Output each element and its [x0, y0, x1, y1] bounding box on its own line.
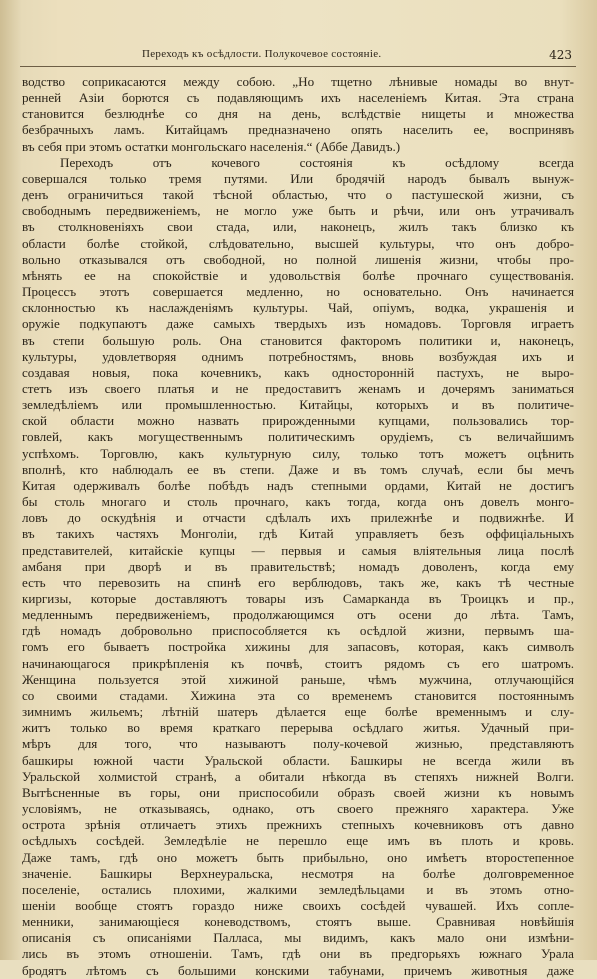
- text-line: земледѣліемъ или промышленностью. Китайцы, которыхъ и въ политиче-: [22, 397, 574, 413]
- text-line: въ степи большую роль. Она становится факторомъ политики и, наконецъ,: [22, 332, 574, 348]
- header-rule: [20, 66, 576, 67]
- text-line: представителей, китайскіе купцы — первыя и самыя вліятельныя лица послѣ: [22, 542, 574, 558]
- text-line: киргизы, которые доставляютъ товары изъ Самарканда въ Троицкъ и пр.,: [22, 591, 574, 606]
- text-line: со своими стадами. Хижина эта со временемъ становится постояннымъ: [22, 687, 574, 703]
- text-line: оружіе подкупаютъ даже самыхъ твердыхъ изъ номадовъ. Торговля играетъ: [22, 316, 574, 332]
- page-header: [112, 48, 572, 64]
- text-line: острота зрѣнія отличаетъ этихъ прежнихъ степныхъ кочевниковъ отъ давно: [22, 817, 574, 833]
- text-line: зимнимъ жильемъ; лѣтній шатеръ дѣлается еще болѣе временнымъ и слу-: [22, 704, 574, 720]
- text-line: башкиры южной части Уральской области. Башкиры не всегда жили въ: [22, 752, 574, 768]
- text-line: значеніе. Башкиры Верхнеуральска, несмотря на болѣе долговременное: [22, 865, 574, 881]
- text-line: описанія съ описаніями Палласа, мы видимъ, какъ мало они измѣни-: [22, 930, 574, 946]
- text-line: Процессъ этотъ совершается медленно, но основательно. Онъ начинается: [22, 284, 574, 300]
- text-line: въ себя при этомъ остатки монгольскаго населенія.“ (Аббе Давидъ.): [22, 138, 401, 154]
- text-line: поселеніе, остались плохими, жалкими земледѣльцами и въ этомъ отно-: [22, 881, 574, 897]
- text-line: ренней Азіи борются съ подавляющимъ ихъ населеніемъ Китая. Эта страна: [22, 90, 574, 106]
- text-line: Китая одерживалъ болѣе побѣдъ надъ степными ордами, Китай не достигъ: [22, 477, 574, 493]
- text-line: Даже тамъ, гдѣ оно можетъ быть прибыльно, оно имѣетъ второстепенное: [22, 849, 574, 865]
- text-line: создавая новыя, пока кочевникъ, какъ односторонній пастухъ, не выро-: [22, 364, 574, 380]
- text-line: бродятъ лѣтомъ съ большими конскими табунами, причемъ животныя даже: [22, 962, 574, 978]
- text-line: шеніи вообще стоятъ гораздо ниже своихъ сосѣдей чувашей. Ихъ сопле-: [22, 897, 574, 913]
- text-line: становится безлюднѣе со дня на день, вслѣдствіе нищеты и множества: [22, 106, 574, 122]
- text-line: осѣдлыхъ сосѣдей. Земледѣліе не перешло еще имъ въ плоть и кровь.: [22, 833, 574, 849]
- text-line: стетъ изъ своего платья и не предоставитъ женамъ и дочерямъ заниматься: [22, 380, 574, 396]
- text-line: говлей, какъ могущественнымъ политическимъ орудіемъ, съ величайшимъ: [22, 429, 574, 445]
- text-line: ловъ до оскудѣнія и отчасти сдѣлалъ ихъ прилежнѣе и подвижнѣе. И: [22, 510, 574, 526]
- text-line: лись въ этомъ отношеніи. Тамъ, гдѣ они въ предгорьяхъ южнаго Урала: [22, 946, 574, 962]
- text-line: свободнымъ передвиженіемъ, не могло уже быть и рѣчи, или онъ утрачивалъ: [22, 203, 574, 219]
- text-line: есть что перевозить на спинѣ его верблюдовъ, такъ же, какъ тѣ честные: [22, 574, 574, 590]
- text-line: Вытѣсненные въ горы, они приспособили образъ своей жизни къ новымъ: [22, 784, 574, 800]
- text-line: въ такихъ частяхъ Монголіи, гдѣ Китай управляетъ безъ оффиціальныхъ: [22, 526, 574, 542]
- text-line: въ столкновеніяхъ свои стада, или, наконецъ, жилъ такъ близко къ: [22, 219, 574, 235]
- text-line: гомъ его бываетъ постройка хижины для запасовъ, которая, какъ символъ: [22, 639, 574, 655]
- text-line: Женщина пользуется этой хижиной раньше, чѣмъ мужчина, отлучающійся: [22, 671, 574, 687]
- text-line: ской области можно назвать прирожденными купцами, пользовались тор-: [22, 413, 574, 429]
- text-line: мѣнять ее на спокойствіе и удовольствія болѣе прочнаго существованія.: [22, 267, 574, 283]
- text-line: склонностью къ наслажденіямъ культуры. Чай, опіумъ, водка, украшенія и: [22, 300, 574, 316]
- text-line: условіямъ, не отказываясь, однако, отъ своего прежняго характера. Уже: [22, 801, 574, 817]
- text-line: успѣхомъ. Торговлю, какъ культурную силу, только тотъ можетъ оцѣнить: [22, 445, 574, 461]
- running-title: Переходъ къ осѣдлости. Полукочевое состояніе.: [142, 48, 382, 60]
- text-line: области болѣе стойкой, слѣдовательно, высшей культуры, что онъ добро-: [22, 235, 574, 251]
- text-line: совершался только тремя путями. Или бродячій народъ бывалъ вынуж-: [22, 170, 574, 186]
- text-line: Уральской холмистой странѣ, а обитали нѣкогда въ степяхъ нижней Волги.: [22, 768, 574, 784]
- text-line: денъ ограничиться такой тѣсной областью, что о пастушеской жизни, съ: [22, 187, 574, 203]
- text-line: начинающагося прикрѣпленія къ почвѣ, стоитъ рядомъ съ его шатромъ.: [22, 655, 574, 671]
- text-line: водство соприкасаются между собою. „Но тщетно лѣнивые номады во внут-: [22, 74, 574, 89]
- text-line: вполнѣ, кто наблюдалъ ее въ степи. Даже и въ томъ случаѣ, если бы мечъ: [22, 461, 574, 477]
- text-line: бы столь многаго и столь прочнаго, какъ тогда, когда онъ довелъ монго-: [22, 494, 574, 510]
- text-line: безбрачныхъ ламъ. Китайцамъ предназначено опять населить ее, воспринявъ: [22, 122, 574, 138]
- text-line: житъ только во время краткаго перерыва осѣдлаго житья. Удачный при-: [22, 720, 574, 736]
- text-line: мѣръ для того, что называютъ полу-кочевой жизнью, представляютъ: [22, 736, 574, 752]
- text-line: медленнымъ передвиженіемъ, продолжающимся отъ осени до лѣта. Тамъ,: [22, 607, 574, 623]
- body-text: [22, 74, 574, 979]
- text-line: гдѣ номадъ добровольно приспособляется къ осѣдлой жизни, первымъ ша-: [22, 623, 574, 639]
- text-line: Переходъ отъ кочевого состоянія къ осѣдлому всегда: [60, 154, 574, 170]
- text-line: вольно отказывался отъ свободной, но полной лишенія жизни, чтобы про-: [22, 251, 574, 267]
- text-line: менники, занимающіеся коневодствомъ, стоятъ выше. Сравнивая новѣйшія: [22, 914, 574, 930]
- text-line: культуры, удовлетворяя однимъ потребностямъ, вновь возбуждая ихъ и: [22, 348, 574, 364]
- text-line: амбаня при дворѣ и въ правительствѣ; номадъ доволенъ, когда ему: [22, 558, 574, 574]
- page-number: 423: [549, 48, 572, 62]
